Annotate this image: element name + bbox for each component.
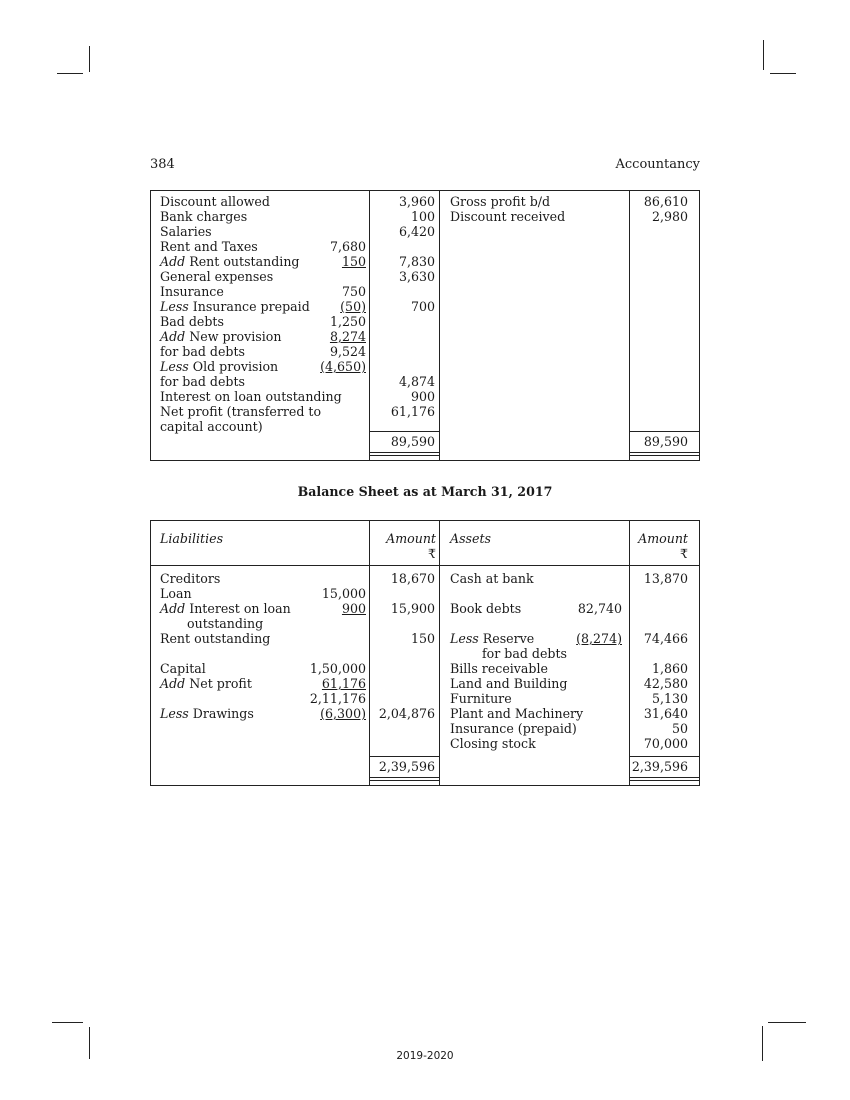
label-text: Insurance prepaid [188,299,310,314]
prefix-less: Less [160,299,189,314]
pl-debit-amount: 3,630 [398,269,435,284]
footer-year: 2019-2020 [396,1050,454,1062]
prefix-less: Less [450,631,479,646]
inner-value: 61,176 [321,676,366,691]
pl-debit-label: Net profit (transferred to [160,404,322,419]
pl-debit-inner: 750 [341,284,366,299]
balance-sheet-title: Balance Sheet as at March 31, 2017 [297,484,553,499]
asset-inner [560,631,622,646]
liability-label: Loan [160,586,192,601]
pl-debit-inner: 7,680 [329,239,366,254]
header-liabilities: Liabilities [160,531,224,546]
header-amount: Amount [638,531,688,546]
asset-label: Insurance (prepaid) [450,721,577,736]
pl-debit-inner [300,329,366,344]
inner-value: (8,274) [576,631,622,646]
pl-debit-label: Bad debts [160,314,224,329]
pl-debit-inner: 1,250 [329,314,366,329]
label-text: New provision [185,329,282,344]
asset-label: Book debts [450,601,522,616]
liability-inner: 15,000 [321,586,366,601]
prefix-add: Add [160,676,186,691]
liabilities-total: 2,39,596 [378,759,435,774]
pl-debit-label [160,329,281,344]
liability-label: Creditors [160,571,221,586]
liability-label [160,706,254,721]
crop-mark-top-left [57,73,83,74]
asset-label: Cash at bank [450,571,534,586]
inner-value: (4,650) [320,359,366,374]
label-text: Net profit [185,676,252,691]
liability-amount: 18,670 [390,571,435,586]
liability-amount: 15,900 [390,601,435,616]
liability-inner [290,601,366,616]
asset-label: Plant and Machinery [450,706,584,721]
asset-amount: 1,860 [651,661,688,676]
pl-debit-amount: 700 [410,299,435,314]
header-assets: Assets [450,531,491,546]
asset-label: Closing stock [450,736,536,751]
crop-mark-top-right [763,40,764,70]
asset-amount: 5,130 [651,691,688,706]
pl-debit-label: Insurance [160,284,224,299]
asset-label: Furniture [450,691,512,706]
pl-debit-label: General expenses [160,269,274,284]
crop-mark-top-right [770,73,796,74]
pl-debit-amount: 100 [410,209,435,224]
inner-value: (6,300) [320,706,366,721]
pl-debit-amount: 6,420 [398,224,435,239]
liability-label: Capital [160,661,206,676]
pl-debit-inner [300,359,366,374]
prefix-less: Less [160,359,189,374]
pl-debit-amount: 900 [410,389,435,404]
pl-credit-amount: 86,610 [643,194,688,209]
crop-mark-top-left [89,46,90,72]
asset-amount: 74,466 [643,631,688,646]
asset-amount: 13,870 [643,571,688,586]
asset-label [450,631,534,646]
prefix-add: Add [160,254,186,269]
prefix-add: Add [160,601,186,616]
pl-credit-amount: 2,980 [651,209,688,224]
pl-debit-label: Discount allowed [160,194,270,209]
pl-credit-label: Discount received [450,209,566,224]
asset-amount: 42,580 [643,676,688,691]
pl-debit-label: for bad debts [160,374,246,389]
crop-mark-bottom-right [768,1022,806,1023]
label-text: Old provision [188,359,279,374]
inner-value: 900 [341,601,366,616]
inner-value: 8,274 [329,329,366,344]
pl-credit-label: Gross profit b/d [450,194,551,209]
liability-inner [290,706,366,721]
liability-amount: 2,04,876 [378,706,435,721]
rupee-symbol: ₹ [679,546,688,561]
asset-amount: 70,000 [643,736,688,751]
label-text: Interest on loan [185,601,291,616]
prefix-add: Add [160,329,186,344]
pl-debit-label: Interest on loan outstanding [160,389,342,404]
label-text: Drawings [188,706,254,721]
pl-debit-inner: 9,524 [329,344,366,359]
pl-debit-label: Rent and Taxes [160,239,258,254]
liability-label: Rent outstanding [160,631,271,646]
pl-debit-label: capital account) [160,419,263,434]
pl-debit-label [160,359,278,374]
asset-inner: 82,740 [577,601,622,616]
pl-credit-total: 89,590 [643,434,688,449]
page-number: 384 [150,157,175,172]
rupee-symbol: ₹ [427,546,436,561]
pl-debit-amount: 61,176 [390,404,435,419]
pl-debit-label: Salaries [160,224,212,239]
pl-debit-inner [300,299,366,314]
inner-value: 150 [341,254,366,269]
header-amount: Amount [386,531,436,546]
pl-debit-inner [300,254,366,269]
inner-value: (50) [340,299,366,314]
pl-debit-amount: 3,960 [398,194,435,209]
book-title: Accountancy [615,157,700,172]
pl-debit-total: 89,590 [390,434,435,449]
pl-debit-label [160,299,310,314]
liability-amount: 150 [410,631,435,646]
pl-debit-label: for bad debts [160,344,246,359]
liability-inner: 2,11,176 [309,691,366,706]
assets-total: 2,39,596 [631,759,688,774]
label-text: Rent outstanding [185,254,300,269]
crop-mark-bottom-left [52,1022,83,1023]
liability-inner [290,676,366,691]
label-text: Reserve [478,631,535,646]
pl-debit-label: Bank charges [160,209,248,224]
liability-inner: 1,50,000 [309,661,366,676]
liability-label: outstanding [187,616,264,631]
pl-debit-label [160,254,300,269]
asset-amount: 31,640 [643,706,688,721]
asset-label: for bad debts [482,646,568,661]
pl-debit-amount: 4,874 [398,374,435,389]
liability-label [160,601,291,616]
asset-label: Land and Building [450,676,568,691]
prefix-less: Less [160,706,189,721]
pl-debit-amount: 7,830 [398,254,435,269]
liability-label [160,676,252,691]
asset-amount: 50 [671,721,688,736]
asset-label: Bills receivable [450,661,548,676]
